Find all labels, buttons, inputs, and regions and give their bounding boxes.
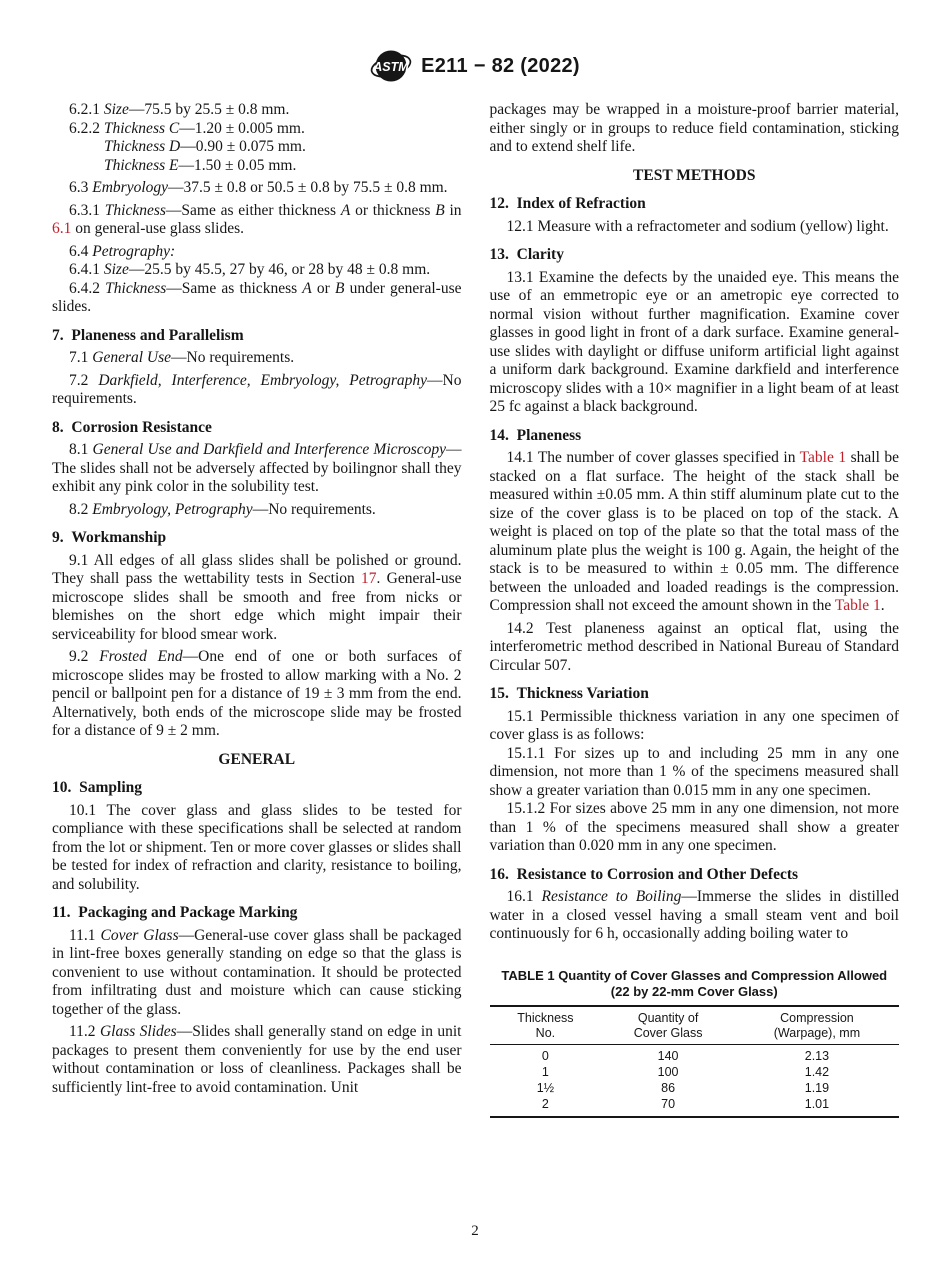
column-right [490,101,900,1118]
text-run: 8.2 [69,500,93,518]
text-run: —25.5 by 45.5, 27 by 46, or 28 by 48 ± 0.8 mm. [128,261,431,278]
section-heading [490,685,900,704]
paragraph [52,552,462,645]
text-run: 11.1 [69,926,101,944]
text-run: 9. Workmanship [52,529,167,546]
italic-text: Darkfield, Interference, Embryology, Petrography [98,371,428,389]
text-run: 6.4.2 [69,279,106,297]
italic-text: Embryology [92,179,169,196]
text-run: or [311,279,335,297]
section-heading [52,419,462,438]
table-cell: 2.13 [804,1048,830,1063]
table-cell: 86 [661,1080,676,1095]
text-run: 12.1 Measure with a refractometer and sodium (yellow) light. [506,217,889,235]
italic-text: A [302,279,312,297]
section-heading [490,866,900,885]
group-heading [52,751,462,770]
table-row [490,1065,900,1081]
text-run: —Immerse the slides in distilled water in a closed vessel having a small steam vent and boil continuously for 6 h, occasionally adding boiling water to [489,888,899,942]
text-run: 11.2 [69,1023,100,1040]
paragraph [490,101,900,157]
text-run: —Same as thickness [166,279,303,297]
italic-text: Frosted End [99,648,183,665]
text-run: packages may be wrapped in a moisture-proof barrier material, either singly or in groups to reduce field contamination, sticking and to extend shelf life. [489,101,899,155]
doc-designation: E211 − 82 (2022) [421,54,580,77]
text-run: in [444,201,462,219]
page-number: 2 [471,1223,479,1239]
text-run: 15.1.2 For sizes above 25 mm in any one dimension, not more than 1 % of the specimens measured shall show a greater variation than 0.020 mm in any one specimen. [489,800,899,854]
table-cell: 1½ [536,1080,555,1095]
table-cell: 1 [541,1064,549,1079]
text-run: —75.5 by 25.5 ± 0.8 mm. [128,101,290,118]
italic-text: Thickness D [104,138,181,155]
text-run: —0.90 ± 0.075 mm. [180,138,306,155]
text-run: 6.4.1 [69,261,104,278]
text-run: 13. Clarity [489,246,564,263]
text-run: —One end of one or both surfaces of microscope slides may be frosted to allow marking with a No. 2 pencil or ballpoint pen for a distance of 19 ± 3 mm from the end. Alternatively, both ends of the microscope slide may be frosted for a distance of 9 ± 2 mm. [52,648,462,739]
text-run: 11. Packaging and Package Marking [52,904,298,921]
paragraph [490,218,900,237]
svg-text:ASTM: ASTM [373,60,409,74]
text-run: 15.1 Permissible thickness variation in any one specimen of cover glass is as follows: [489,707,899,743]
table-header-row [490,1006,900,1045]
table-1 [490,968,900,1118]
text-run: 16.1 [506,888,542,905]
astm-logo-icon [370,46,412,86]
text-run: . General-use microscope slides shall be smooth and free from nicks or blemishes on the short edge which might impair their serviceability for blood smear work. [52,570,462,643]
table-row [490,1097,900,1117]
group-heading [490,167,900,186]
paragraph [52,179,462,198]
italic-text: General Use [92,349,172,366]
column-left [52,101,462,1118]
italic-text: Cover Glass [100,926,179,944]
text-run: —No requirements. [52,371,462,407]
italic-text: General Use and Darkfield and Interference Microscopy [92,441,446,458]
cross-reference-link[interactable]: 17 [361,570,377,587]
italic-text: B [435,201,445,219]
paragraph [52,261,462,280]
paragraph [52,138,462,157]
text-run: 10. Sampling [52,779,143,796]
text-run: 8. Corrosion Resistance [52,418,212,436]
page-header [0,0,950,86]
paragraph [52,157,462,176]
column-header-line: Cover Glass [633,1025,703,1040]
italic-text: Thickness [105,279,167,297]
text-run: 15. Thickness Variation [489,685,649,702]
italic-text: Thickness E [104,156,179,174]
paragraph [490,800,900,856]
column-header-line: Thickness [517,1010,574,1025]
text-run: 6.3.1 [69,201,105,219]
text-run: 14. Planeness [489,426,582,444]
italic-text: Size [103,101,129,118]
table-title [490,968,900,1000]
italic-text: Petrography: [92,242,176,260]
text-run: —Same as either thickness [165,201,341,219]
text-run: —37.5 ± 0.8 or 50.5 ± 0.8 by 75.5 ± 0.8 mm. [168,179,448,196]
paragraph [52,648,462,741]
text-run: 12. Index of Refraction [489,195,646,212]
table-row [490,1081,900,1097]
text-run: 14.1 The number of cover glasses specified in [506,449,800,466]
text-run: —The slides shall not be adversely affected by boilingnor shall they exhibit any pink color in the solubility test. [52,441,462,495]
paragraph [52,1023,462,1097]
section-heading [52,904,462,923]
table-cell: 0 [541,1048,549,1063]
italic-text: Thickness [104,201,166,219]
paragraph [52,802,462,895]
column-header-line: (Warpage), mm [773,1025,861,1040]
column-header [601,1006,735,1045]
text-run: GENERAL [218,750,296,768]
paragraph [52,927,462,1020]
section-heading [490,195,900,214]
paragraph [52,441,462,497]
table-cell: 1.42 [804,1064,830,1079]
text-run: 6.2.1 [69,101,104,118]
italic-text: Thickness C [103,119,180,137]
table-1-grid [490,1005,900,1118]
text-run: 14.2 Test planeness against an optical flat, using the interferometric method described in National Bureau of Standard Circular 507. [489,619,899,674]
text-run: or thickness [350,201,436,219]
table-cell: 100 [657,1064,679,1079]
paragraph [52,202,462,239]
column-header-line: Quantity of [637,1010,699,1025]
column-header [490,1006,602,1045]
text-run: —1.20 ± 0.005 mm. [179,119,305,137]
text-run: 6.4 [69,242,93,260]
cross-reference-link[interactable]: Table 1 [799,449,847,466]
italic-text: B [334,279,345,297]
text-run: shall be stacked on a flat surface. The height of the stack shall be measured within ±0.05 mm. A thin stiff aluminum plate cut to the size of the cover glass is to be placed on top of the stack. A weight is placed on top of the plate so that the total mass of the aluminum plate plus the weight is 100 g. Again, the height of the stack is to be measured to within ± 0.05 mm. The difference between the unloaded and loaded readings is the compression. Compression shall not exceed the amount shown in the [489,449,900,614]
table-cell: 1.01 [804,1096,830,1111]
table-cell: 140 [657,1048,679,1063]
text-run: —No requirements. [252,500,376,518]
section-heading [52,779,462,798]
text-run: 7.2 [69,371,99,389]
table-cell: 2 [541,1096,549,1111]
section-heading [490,246,900,265]
table-cell: 70 [661,1096,676,1111]
text-run: 15.1.1 For sizes up to and including 25 mm in any one dimension, not more than 1 % of the specimens measured shall show a greater variation than 0.015 mm in any one specimen. [489,744,899,799]
paragraph [52,243,462,262]
paragraph [52,101,462,120]
paragraph [52,372,462,409]
column-header-line: No. [535,1025,556,1040]
paragraph [490,449,900,616]
italic-text: A [340,201,351,219]
text-run: 7.1 [69,349,93,366]
text-run: —1.50 ± 0.05 mm. [178,156,297,174]
text-run: 9.1 All edges of all glass slides shall be polished or ground. They shall pass the wettability tests in Section [52,551,462,587]
two-column-body [0,101,950,1118]
cross-reference-link[interactable]: Table 1 [834,597,881,614]
paragraph [490,620,900,676]
paragraph [52,280,462,317]
italic-text: Embryology, Petrography [92,500,253,518]
paragraph [490,745,900,801]
text-run: TEST METHODS [633,166,756,184]
text-run: 6.3 [69,179,93,196]
column-header [735,1006,899,1045]
italic-text: Glass Slides [99,1023,177,1040]
text-run: 7. Planeness and Parallelism [52,326,244,344]
paragraph [52,349,462,368]
table-title-line2: (22 by 22-mm Cover Glass) [610,983,778,999]
text-run: 8.1 [69,441,93,458]
cross-reference-link[interactable]: 6.1 [52,220,72,237]
text-run: —No requirements. [171,349,295,366]
column-header-line: Compression [780,1010,854,1025]
paragraph [490,269,900,417]
table-title-line1: TABLE 1 Quantity of Cover Glasses and Compression Allowed [501,967,888,983]
text-run: —General-use cover glass shall be packaged in lint-free boxes generally standing on edge so that the glass is convenient to use without contamination. It should be protected from infiltrating dust and moisture which can cause sticking together of the glass. [52,926,462,1018]
italic-text: Resistance to Boiling [541,888,682,905]
text-run: 6.2.2 [69,119,104,137]
italic-text: Size [103,261,129,278]
text-run: —Slides shall generally stand on edge in unit packages to present them conveniently for use by the end user without contamination or loss of cleanliness. Packages shall be sufficiently lint-free to avoid contamination. Unit [52,1023,462,1096]
paragraph [52,501,462,520]
table-cell: 1.19 [804,1080,830,1095]
text-run: 9.2 [69,648,100,665]
text-run: 13.1 Examine the defects by the unaided eye. This means the use of an emmetropic eye or an ametropic eye corrected to normal vision without further magnification. Examine cover glasses in good light in front of a dark surface. Examine general-use slides with daylight or diffuse uniform artificial light against a uniform dark background. Examine darkfield and interference microscopy slides with a 10× magnifier in a light beam of at least 25 fc against a black background. [489,268,899,415]
text-run: . [880,597,885,614]
paragraph [52,120,462,139]
text-run: 10.1 The cover glass and glass slides to be tested for compliance with these specifications shall be selected at random from the lot or shipment. Ten or more cover glasses or slides shall be tested for index of refraction and clarity, resistance to boiling, and solubility. [52,801,462,893]
text-run: under general-use slides. [52,279,462,315]
paragraph [490,888,900,944]
table-row [490,1044,900,1065]
section-heading [52,327,462,346]
text-run: 16. Resistance to Corrosion and Other Defects [489,865,799,883]
text-run: on general-use glass slides. [71,220,244,237]
section-heading [52,529,462,548]
section-heading [490,427,900,446]
paragraph [490,708,900,745]
